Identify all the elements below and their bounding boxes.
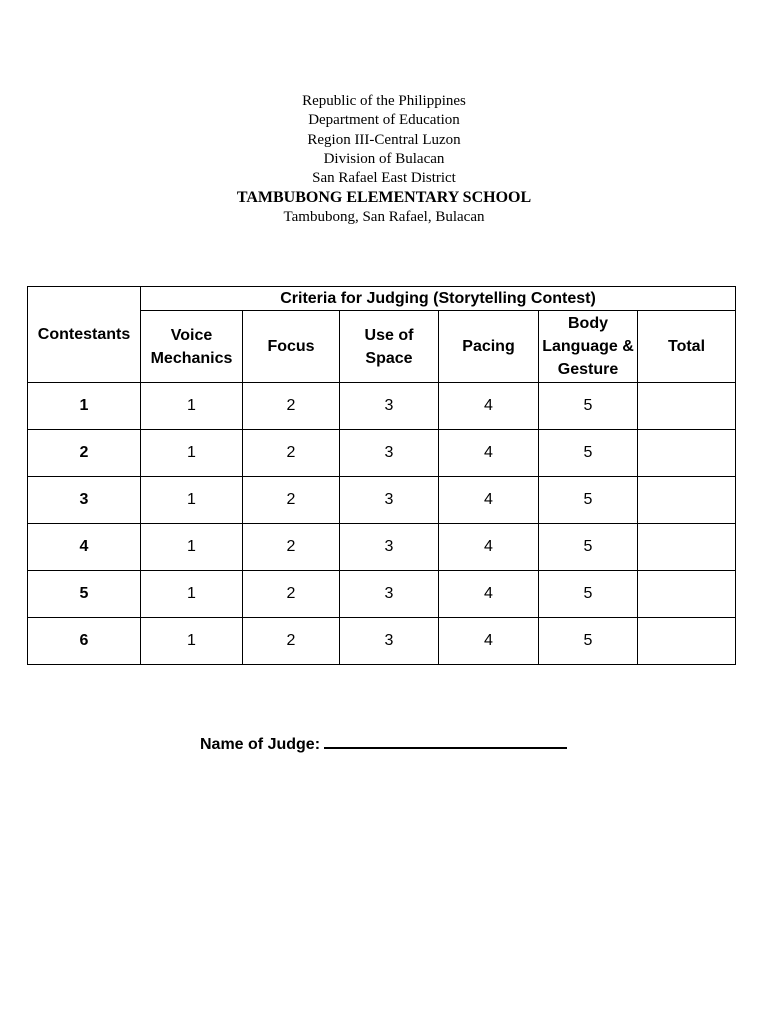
focus-score: 2	[243, 571, 340, 618]
contestant-number: 5	[28, 571, 141, 618]
division-line: Division of Bulacan	[323, 150, 445, 167]
judge-label: Name of Judge:	[200, 736, 321, 753]
pacing-header: Pacing	[439, 311, 539, 383]
body-score: 5	[539, 430, 638, 477]
voice-score: 1	[141, 383, 243, 430]
contestant-number: 2	[28, 430, 141, 477]
total-cell[interactable]	[638, 618, 736, 665]
space-score: 3	[340, 571, 439, 618]
voice-score: 1	[141, 571, 243, 618]
judge-signature	[200, 733, 567, 754]
use-of-space-header: Use of Space	[340, 311, 439, 383]
table-row	[28, 477, 736, 524]
pacing-score: 4	[439, 430, 539, 477]
contestant-number: 1	[28, 383, 141, 430]
republic-line: Republic of the Philippines	[302, 93, 466, 109]
focus-score: 2	[243, 430, 340, 477]
contestants-header: Contestants	[28, 287, 141, 383]
table-row	[28, 571, 736, 618]
body-score: 5	[539, 477, 638, 524]
region-line: Region III-Central Luzon	[307, 131, 461, 148]
pacing-score: 4	[439, 383, 539, 430]
department-line: Department of Education	[308, 112, 460, 129]
total-cell[interactable]	[638, 571, 736, 618]
focus-score: 2	[243, 477, 340, 524]
total-header: Total	[638, 311, 736, 383]
table-row	[28, 430, 736, 477]
body-score: 5	[539, 524, 638, 571]
total-cell[interactable]	[638, 524, 736, 571]
voice-score: 1	[141, 477, 243, 524]
body-score: 5	[539, 571, 638, 618]
criteria-caption: Criteria for Judging (Storytelling Contest)	[141, 287, 736, 311]
contestant-number: 6	[28, 618, 141, 665]
school-address: Tambubong, San Rafael, Bulacan	[283, 208, 485, 225]
space-score: 3	[340, 477, 439, 524]
body-score: 5	[539, 383, 638, 430]
pacing-score: 4	[439, 618, 539, 665]
judging-table	[27, 286, 736, 665]
contestant-number: 3	[28, 477, 141, 524]
table-row	[28, 383, 736, 430]
space-score: 3	[340, 383, 439, 430]
body-score: 5	[539, 618, 638, 665]
space-score: 3	[340, 524, 439, 571]
total-cell[interactable]	[638, 477, 736, 524]
body-language-header: Body Language & Gesture	[539, 311, 638, 383]
pacing-score: 4	[439, 524, 539, 571]
total-cell[interactable]	[638, 430, 736, 477]
space-score: 3	[340, 430, 439, 477]
focus-header: Focus	[243, 311, 340, 383]
pacing-score: 4	[439, 477, 539, 524]
judge-name-line[interactable]	[324, 733, 567, 749]
letterhead	[0, 92, 768, 227]
focus-score: 2	[243, 383, 340, 430]
voice-score: 1	[141, 430, 243, 477]
school-name: TAMBUBONG ELEMENTARY SCHOOL	[236, 189, 532, 207]
space-score: 3	[340, 618, 439, 665]
focus-score: 2	[243, 524, 340, 571]
district-line: San Rafael East District	[312, 170, 456, 187]
voice-score: 1	[141, 524, 243, 571]
voice-mechanics-header: Voice Mechanics	[141, 311, 243, 383]
focus-score: 2	[243, 618, 340, 665]
total-cell[interactable]	[638, 383, 736, 430]
contestant-number: 4	[28, 524, 141, 571]
pacing-score: 4	[439, 571, 539, 618]
voice-score: 1	[141, 618, 243, 665]
table-row	[28, 618, 736, 665]
table-row	[28, 524, 736, 571]
